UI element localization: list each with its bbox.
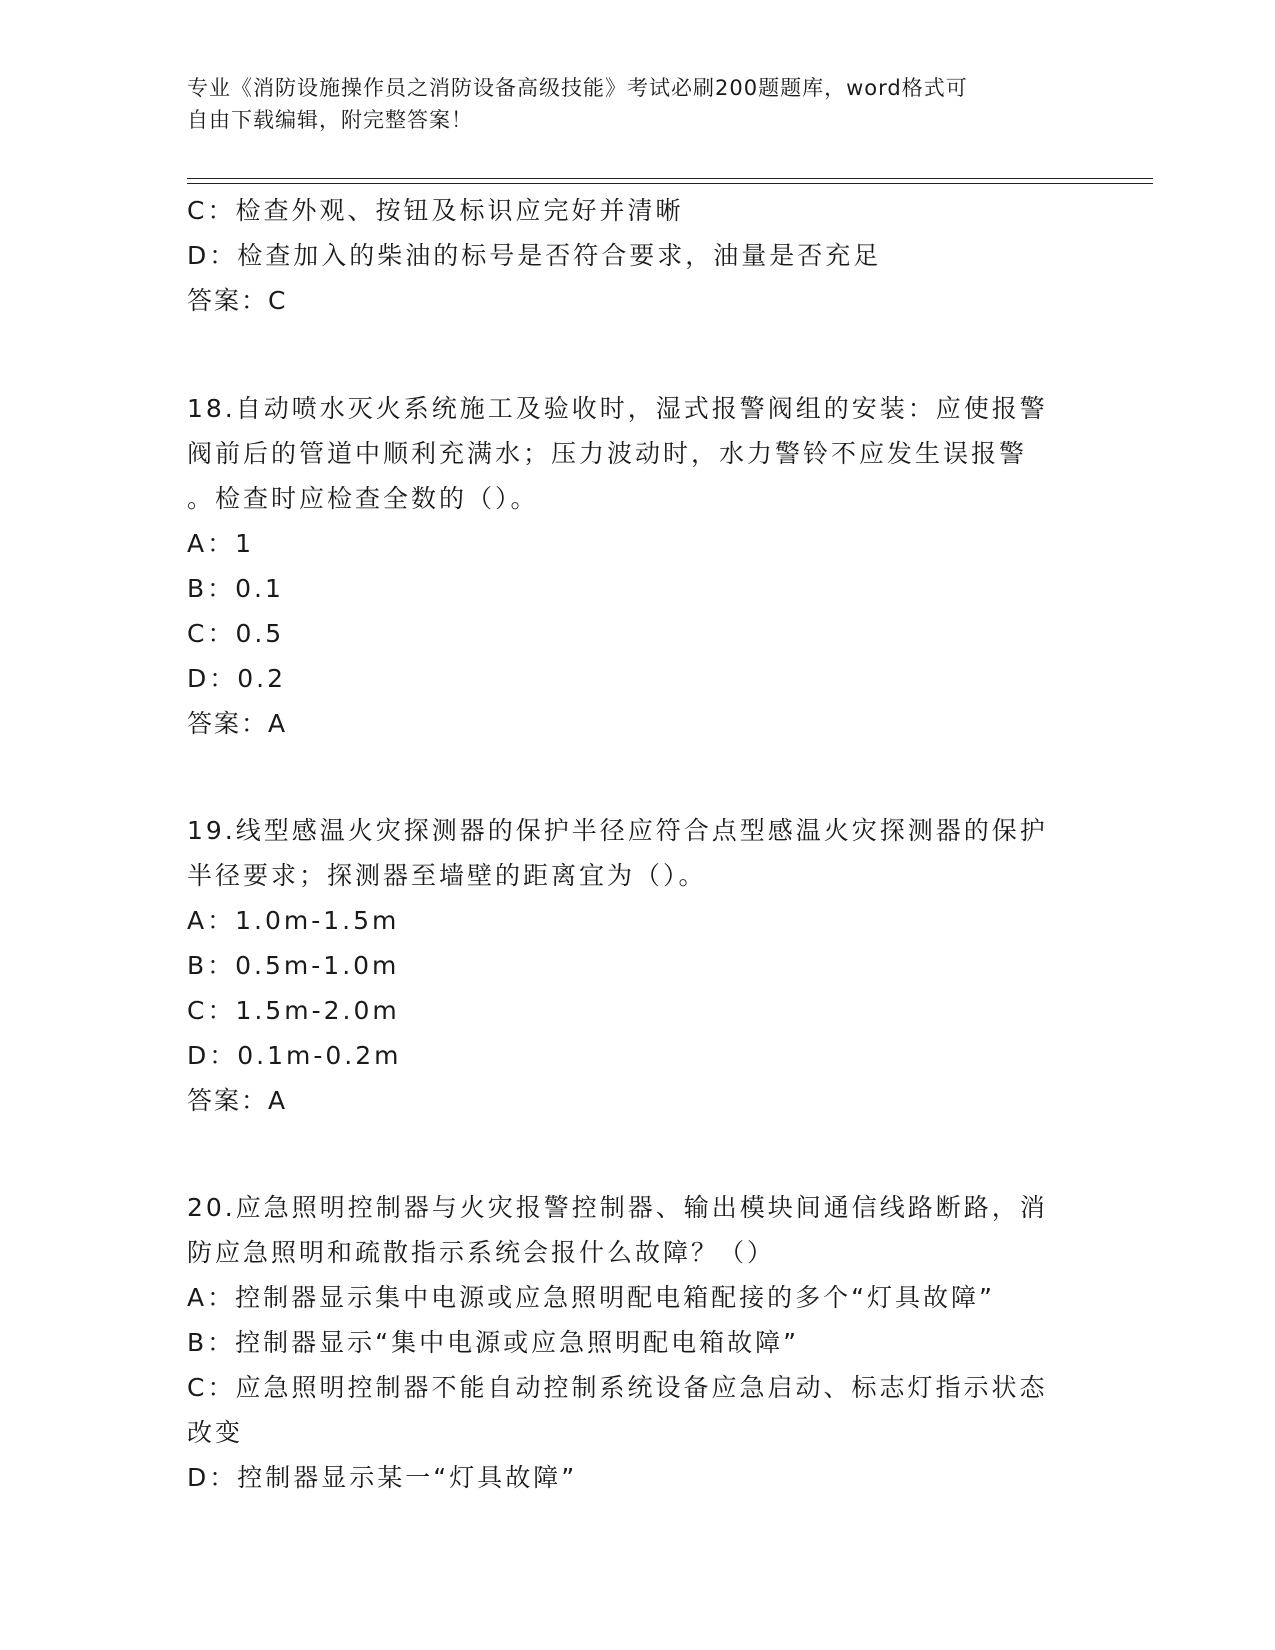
answer-label: 答案：C bbox=[187, 286, 288, 315]
option-b: B：0.5m-1.0m bbox=[187, 951, 400, 980]
question-text-line: 防应急照明和疏散指示系统会报什么故障？（） bbox=[187, 1238, 776, 1267]
header-line-1: 专业《消防设施操作员之消防设备高级技能》考试必刷200题题库，word格式可 bbox=[187, 76, 968, 100]
question-20 bbox=[187, 1185, 1087, 1500]
question-text-line: 阀前后的管道中顺利充满水；压力波动时，水力警铃不应发生误报警 bbox=[187, 439, 1028, 468]
question-text-line: 18.自动喷水灭火系统施工及验收时，湿式报警阀组的安装：应使报警 bbox=[187, 394, 1048, 423]
question-text-line: 19.线型感温火灾探测器的保护半径应符合点型感温火灾探测器的保护 bbox=[187, 816, 1048, 845]
option-c: C：检查外观、按钮及标识应完好并清晰 bbox=[187, 196, 684, 225]
option-c: C：0.5 bbox=[187, 619, 285, 648]
option-a: A：1 bbox=[187, 529, 255, 558]
option-d: D：控制器显示某一“灯具故障” bbox=[187, 1463, 578, 1492]
document-header bbox=[187, 72, 1067, 136]
header-divider-bottom bbox=[187, 183, 1153, 184]
header-line-2: 自由下载编辑，附完整答案！ bbox=[187, 108, 473, 132]
answer-label: 答案：A bbox=[187, 709, 288, 738]
question-18 bbox=[187, 386, 1087, 746]
question-text-line: 。检查时应检查全数的（）。 bbox=[187, 484, 539, 513]
question-text-line: 半径要求；探测器至墙壁的距离宜为（）。 bbox=[187, 861, 707, 890]
answer-label: 答案：A bbox=[187, 1086, 288, 1115]
option-d: D：0.2 bbox=[187, 664, 287, 693]
option-d: D：检查加入的柴油的标号是否符合要求，油量是否充足 bbox=[187, 241, 882, 270]
question-19 bbox=[187, 808, 1087, 1123]
header-divider-top bbox=[187, 178, 1153, 179]
option-c: C：应急照明控制器不能自动控制系统设备应急启动、标志灯指示状态 bbox=[187, 1373, 1048, 1402]
option-c: C：1.5m-2.0m bbox=[187, 996, 400, 1025]
question-text-line: 20.应急照明控制器与火灾报警控制器、输出模块间通信线路断路，消 bbox=[187, 1193, 1048, 1222]
option-c-continued: 改变 bbox=[187, 1418, 244, 1447]
option-a: A：控制器显示集中电源或应急照明配电箱配接的多个“灯具故障” bbox=[187, 1283, 996, 1312]
option-b: B：控制器显示“集中电源或应急照明配电箱故障” bbox=[187, 1328, 800, 1357]
document-body bbox=[187, 188, 1087, 1500]
option-d: D：0.1m-0.2m bbox=[187, 1041, 402, 1070]
option-b: B：0.1 bbox=[187, 574, 284, 603]
option-a: A：1.0m-1.5m bbox=[187, 906, 400, 935]
